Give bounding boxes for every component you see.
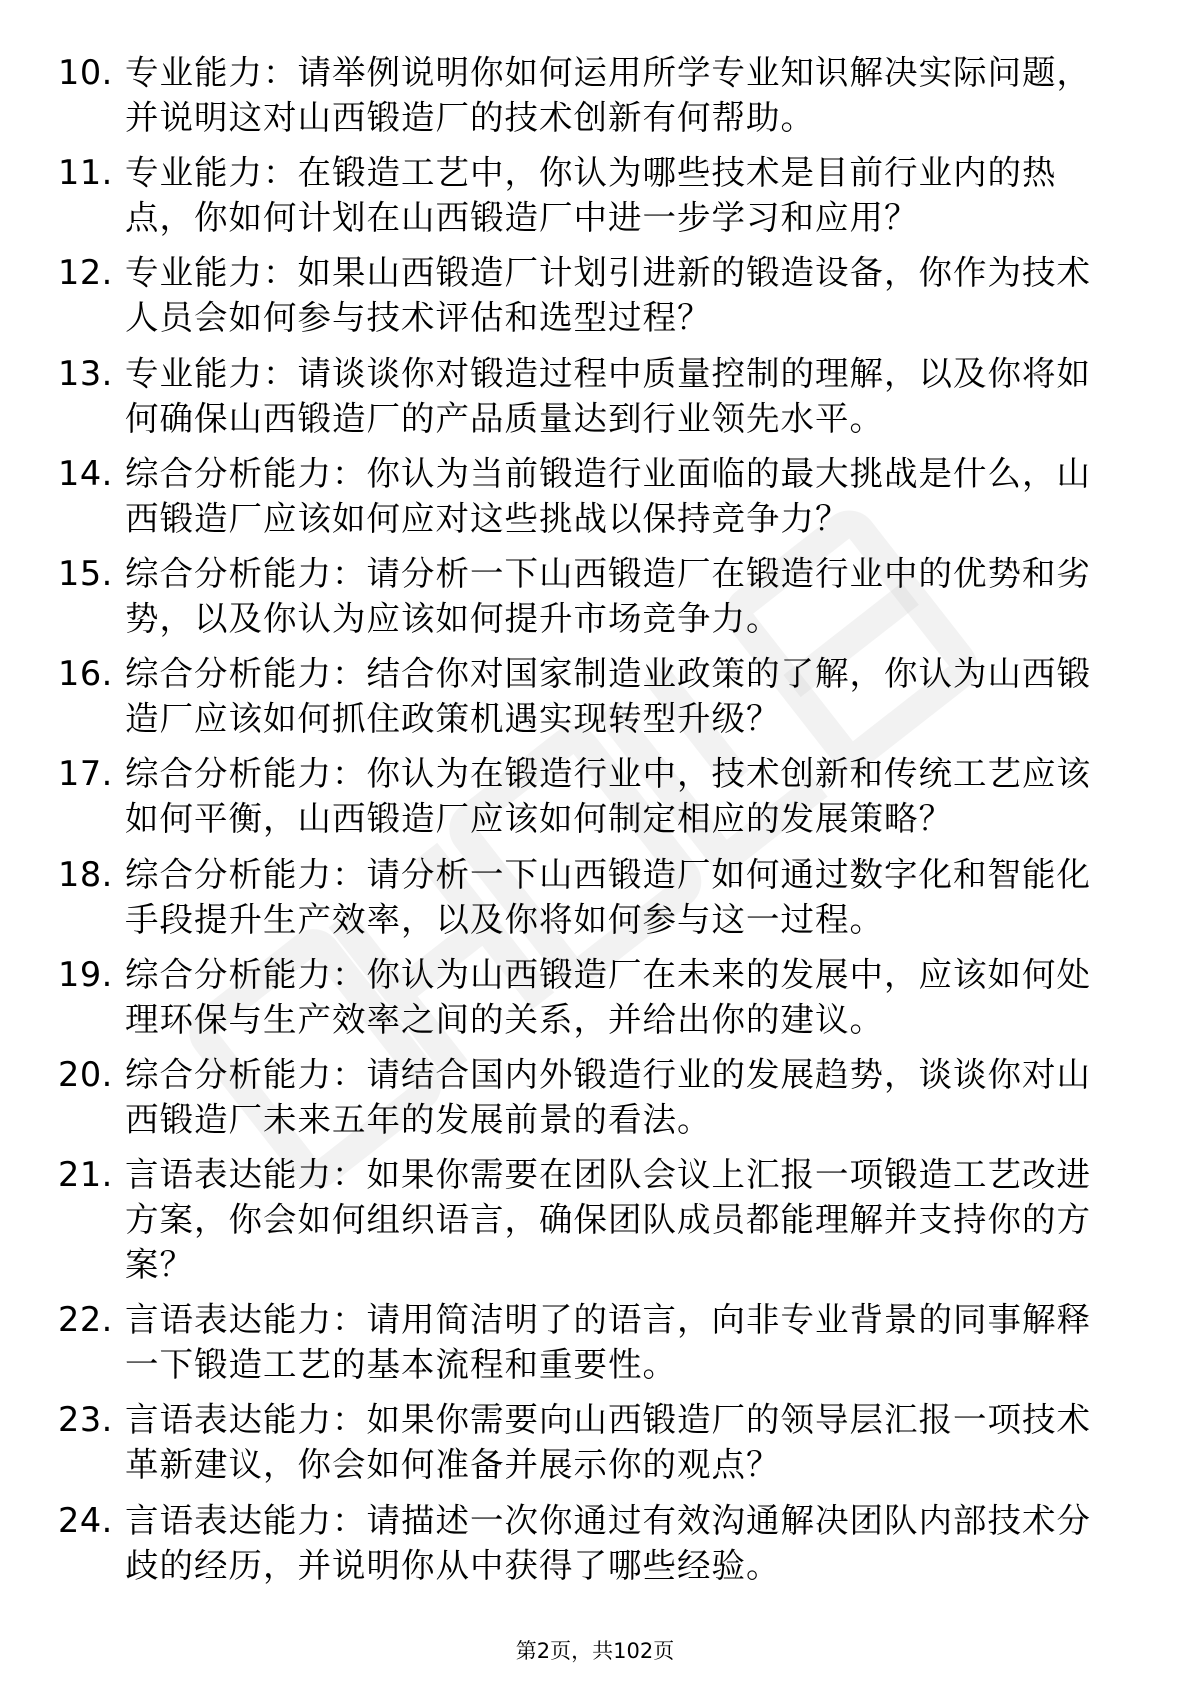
question-item: [0, 551, 1190, 641]
question-text: 综合分析能力：结合你对国家制造业政策的了解，你认为山西锻造厂应该如何抓住政策机遇实现转型升级？: [125, 654, 1091, 739]
question-text: 综合分析能力：请结合国内外锻造行业的发展趋势，谈谈你对山西锻造厂未来五年的发展前景的看法。: [125, 1054, 1091, 1139]
question-number: 19.: [58, 954, 113, 994]
question-text: 综合分析能力：你认为山西锻造厂在未来的发展中，应该如何处理环保与生产效率之间的关系，并给出你的建议。: [125, 954, 1091, 1039]
question-number: 15.: [58, 553, 113, 593]
question-number: 20.: [58, 1054, 113, 1094]
question-number: 17.: [58, 754, 113, 794]
question-item: [0, 1498, 1190, 1588]
question-text: 言语表达能力：如果你需要在团队会议上汇报一项锻造工艺改进方案，你会如何组织语言，确保团队成员都能理解并支持你的方案？: [125, 1155, 1091, 1285]
question-text: 专业能力：如果山西锻造厂计划引进新的锻造设备，你作为技术人员会如何参与技术评估和选型过程？: [125, 253, 1091, 338]
question-item: [0, 1297, 1190, 1387]
question-text: 专业能力：在锻造工艺中，你认为哪些技术是目前行业内的热点，你如何计划在山西锻造厂中进一步学习和应用？: [125, 153, 1057, 238]
question-text: 综合分析能力：你认为在锻造行业中，技术创新和传统工艺应该如何平衡，山西锻造厂应该如何制定相应的发展策略？: [125, 754, 1091, 839]
question-text: 言语表达能力：请描述一次你通过有效沟通解决团队内部技术分歧的经历，并说明你从中获得了哪些经验。: [125, 1500, 1091, 1585]
question-item: [0, 351, 1190, 441]
question-item: [0, 1397, 1190, 1487]
question-number: 12.: [58, 253, 113, 293]
question-number: 14.: [58, 453, 113, 493]
question-list: [0, 50, 1190, 1598]
question-item: [0, 451, 1190, 541]
question-item: [0, 952, 1190, 1042]
question-number: 16.: [58, 654, 113, 694]
question-item: [0, 852, 1190, 942]
question-item: [0, 751, 1190, 841]
question-item: [0, 250, 1190, 340]
question-item: [0, 1052, 1190, 1142]
question-text: 言语表达能力：如果你需要向山西锻造厂的领导层汇报一项技术革新建议，你会如何准备并展示你的观点？: [125, 1400, 1091, 1485]
page-footer: [0, 1638, 1190, 1664]
question-number: 11.: [58, 153, 113, 193]
question-number: 21.: [58, 1155, 113, 1195]
question-number: 18.: [58, 854, 113, 894]
question-text: 专业能力：请谈谈你对锻造过程中质量控制的理解，以及你将如何确保山西锻造厂的产品质量达到行业领先水平。: [125, 353, 1091, 438]
question-number: 24.: [58, 1500, 113, 1540]
question-text: 综合分析能力：请分析一下山西锻造厂如何通过数字化和智能化手段提升生产效率，以及你将如何参与这一过程。: [125, 854, 1091, 939]
question-number: 10.: [58, 53, 113, 92]
question-text: 言语表达能力：请用简洁明了的语言，向非专业背景的同事解释一下锻造工艺的基本流程和重要性。: [125, 1300, 1091, 1385]
question-item: [0, 1152, 1190, 1287]
question-item: [0, 150, 1190, 240]
question-number: 23.: [58, 1400, 113, 1440]
question-text: 综合分析能力：你认为当前锻造行业面临的最大挑战是什么，山西锻造厂应该如何应对这些挑战以保持竞争力？: [125, 453, 1091, 538]
question-item: [0, 651, 1190, 741]
question-number: 22.: [58, 1300, 113, 1340]
question-text: 专业能力：请举例说明你如何运用所学专业知识解决实际问题，并说明这对山西锻造厂的技术创新有何帮助。: [125, 53, 1091, 137]
question-item: [0, 50, 1190, 140]
question-number: 13.: [58, 353, 113, 393]
page-number-label: 第2页，共102页: [515, 1639, 675, 1663]
question-text: 综合分析能力：请分析一下山西锻造厂在锻造行业中的优势和劣势，以及你认为应该如何提升市场竞争力。: [125, 553, 1091, 638]
